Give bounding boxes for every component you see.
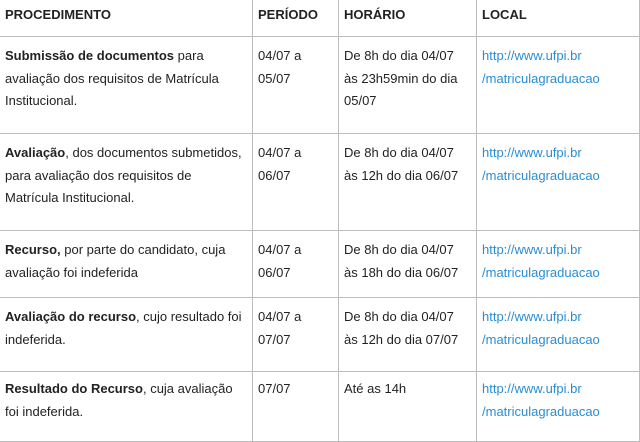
local-link-host[interactable]: http://www.ufpi.br: [482, 48, 582, 63]
local-link-path[interactable]: /matriculagraduacao: [482, 403, 600, 419]
local-link-path[interactable]: /matriculagraduacao: [482, 264, 600, 280]
header-horario: HORÁRIO: [339, 0, 477, 37]
horario-cell: De 8h do dia 04/07 às 12h do dia 06/07: [339, 134, 477, 231]
local-link-path[interactable]: /matriculagraduacao: [482, 167, 600, 183]
local-link-host[interactable]: http://www.ufpi.br: [482, 309, 582, 324]
header-periodo: PERÍODO: [253, 0, 339, 37]
local-link-path[interactable]: /matriculagraduacao: [482, 331, 600, 347]
procedimento-cell: [0, 134, 253, 231]
table-row: [0, 37, 640, 134]
periodo-cell: 04/07 a 05/07: [253, 37, 339, 134]
table-row: [0, 372, 640, 442]
header-local: LOCAL: [477, 0, 640, 37]
local-cell: [477, 37, 640, 134]
horario-cell: De 8h do dia 04/07 às 18h do dia 06/07: [339, 231, 477, 298]
horario-cell: De 8h do dia 04/07 às 12h do dia 07/07: [339, 298, 477, 372]
header-row: [0, 0, 640, 37]
periodo-cell: 04/07 a 06/07: [253, 134, 339, 231]
periodo-cell: 07/07: [253, 372, 339, 442]
procedimento-description: por parte do candidato, cuja avaliação foi indeferida: [5, 242, 226, 280]
table-row: [0, 298, 640, 372]
horario-cell: Até as 14h: [339, 372, 477, 442]
local-cell: [477, 298, 640, 372]
procedimento-cell: [0, 372, 253, 442]
local-link-host[interactable]: http://www.ufpi.br: [482, 242, 582, 257]
procedimento-cell: [0, 37, 253, 134]
procedimento-title: Recurso,: [5, 242, 61, 257]
procedimento-cell: [0, 298, 253, 372]
procedimento-title: Avaliação: [5, 145, 66, 160]
local-cell: [477, 372, 640, 442]
local-link-host[interactable]: http://www.ufpi.br: [482, 145, 582, 160]
local-link-path[interactable]: /matriculagraduacao: [482, 70, 600, 86]
procedimento-description: , dos documentos submetidos, para avaliação dos requisitos de Matrícula Institucional.: [5, 145, 242, 205]
procedimento-description: , cujo resultado foi indeferida.: [5, 309, 242, 347]
horario-cell: De 8h do dia 04/07 às 23h59min do dia 05/07: [339, 37, 477, 134]
periodo-cell: 04/07 a 06/07: [253, 231, 339, 298]
procedimento-title: Resultado do Recurso: [5, 381, 143, 396]
table-row: [0, 134, 640, 231]
periodo-cell: 04/07 a 07/07: [253, 298, 339, 372]
procedimento-cell: [0, 231, 253, 298]
local-link-host[interactable]: http://www.ufpi.br: [482, 381, 582, 396]
table-row: [0, 231, 640, 298]
procedimento-title: Submissão de documentos: [5, 48, 175, 63]
header-procedimento: PROCEDIMENTO: [0, 0, 253, 37]
local-cell: [477, 134, 640, 231]
local-cell: [477, 231, 640, 298]
procedimento-description: , cuja avaliação foi indeferida.: [5, 381, 233, 419]
procedimento-title: Avaliação do recurso: [5, 309, 137, 324]
procedimento-description: para avaliação dos requisitos de Matrícula Institucional.: [5, 48, 219, 108]
